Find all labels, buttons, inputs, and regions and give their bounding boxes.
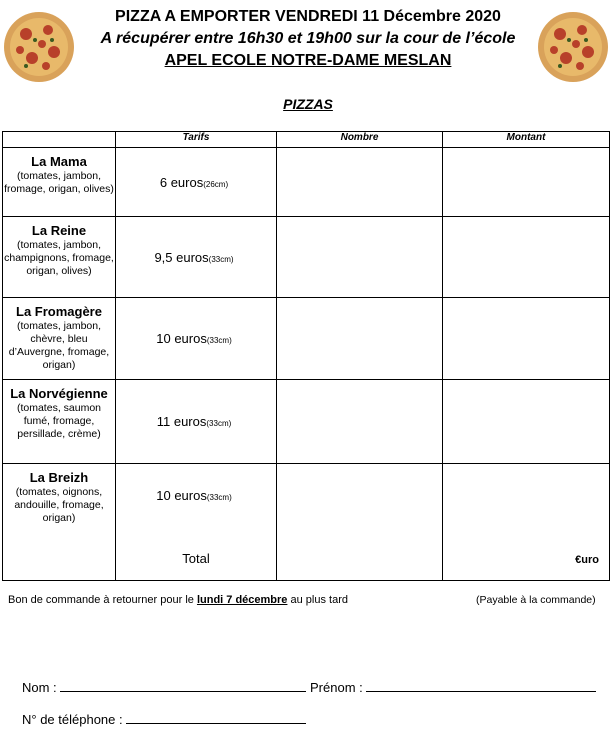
column-header-montant: Montant <box>443 132 610 148</box>
amount-cell[interactable] <box>443 298 610 380</box>
pizza-cell <box>3 217 116 298</box>
price: 6 euros <box>159 174 204 190</box>
nom-label: Nom : <box>22 680 57 695</box>
pizza-name: La Fromagère <box>16 304 102 319</box>
header-title: PIZZA A EMPORTER VENDREDI 11 Décembre 2020 <box>115 8 501 25</box>
table-row <box>3 380 610 464</box>
prenom-label: Prénom : <box>310 680 363 695</box>
quantity-cell[interactable] <box>277 298 443 380</box>
pizza-ingredients: (tomates, jambon, fromage, origan, olives) <box>4 170 114 195</box>
pizza-cell <box>3 380 116 464</box>
amount-cell[interactable] <box>443 380 610 464</box>
pizza-cell <box>3 148 116 217</box>
price-cell <box>116 217 277 298</box>
size: (33cm) <box>206 419 232 428</box>
quantity-cell[interactable] <box>277 217 443 298</box>
return-suffix: au plus tard <box>290 594 348 606</box>
pizza-ingredients: (tomates, jambon, chèvre, bleu d’Auvergne, fromage, origan) <box>8 320 110 371</box>
table-row <box>3 148 610 217</box>
pizza-cell <box>3 298 116 380</box>
size: (33cm) <box>208 254 234 264</box>
column-header-tarifs: Tarifs <box>116 132 277 148</box>
amount-cell[interactable] <box>443 217 610 298</box>
return-date: lundi 7 décembre <box>196 594 288 606</box>
pizza-cell <box>3 464 116 581</box>
size: (26cm) <box>203 179 229 189</box>
prenom-field[interactable] <box>366 678 596 692</box>
table-row <box>3 298 610 380</box>
total-label: Total <box>182 551 210 566</box>
nom-field[interactable] <box>60 678 306 692</box>
return-prefix: Bon de commande à retourner pour le <box>8 594 194 606</box>
quantity-cell[interactable] <box>277 464 443 581</box>
order-table <box>2 131 609 580</box>
return-note <box>8 594 348 606</box>
size: (33cm) <box>206 336 232 345</box>
column-header-nombre: Nombre <box>277 132 443 148</box>
name-row <box>22 678 306 695</box>
price: 10 euros <box>156 331 207 346</box>
pizza-ingredients: (tomates, saumon fumé, fromage, persillade, crème) <box>16 402 102 440</box>
prenom-row <box>310 678 596 695</box>
pizza-ingredients: (tomates, oignons, andouille, fromage, origan) <box>14 486 104 524</box>
quantity-cell[interactable] <box>277 380 443 464</box>
pizza-ingredients: (tomates, jambon, champignons, fromage, origan, olives) <box>4 239 114 277</box>
header-pickup-info: A récupérer entre 16h30 et 19h00 sur la cour de l’école <box>100 30 516 47</box>
pizza-name: La Mama <box>31 154 87 169</box>
header-organization: APEL ECOLE NOTRE-DAME MESLAN <box>164 52 452 69</box>
page-header <box>0 6 616 72</box>
amount-cell[interactable] <box>443 148 610 217</box>
price: 11 euros <box>156 414 207 429</box>
price-cell <box>116 298 277 380</box>
price-cell <box>116 380 277 464</box>
phone-field[interactable] <box>126 710 306 724</box>
section-title: PIZZAS <box>283 96 333 112</box>
price: 9,5 euros <box>154 249 209 265</box>
phone-label: N° de téléphone : <box>22 712 123 727</box>
price: 10 euros <box>156 488 207 503</box>
header-blank <box>3 132 116 148</box>
pizza-name: La Norvégienne <box>10 386 108 401</box>
pizza-name: La Reine <box>31 223 87 238</box>
total-currency[interactable]: €uro <box>443 464 610 581</box>
quantity-cell[interactable] <box>277 148 443 217</box>
pizza-name: La Breizh <box>29 470 89 485</box>
table-row <box>3 217 610 298</box>
price-cell <box>116 148 277 217</box>
phone-row <box>22 710 306 727</box>
payment-note: (Payable à la commande) <box>476 594 596 606</box>
price-cell <box>116 464 277 581</box>
table-row <box>3 464 610 581</box>
size: (33cm) <box>206 493 232 502</box>
